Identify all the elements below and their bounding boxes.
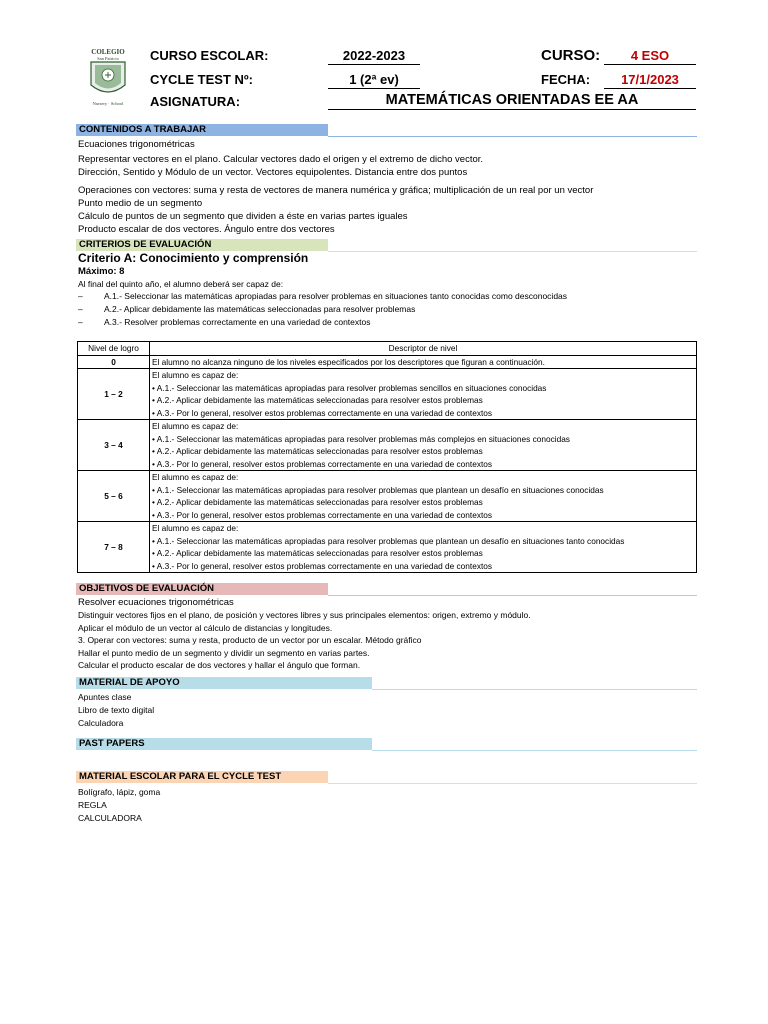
level-cell: 3 – 4 (78, 420, 150, 471)
contenidos-line: Cálculo de puntos de un segmento que dividen a éste en varias partes iguales (78, 211, 408, 222)
objetivo-line: Aplicar el módulo de un vector al cálculo de distancias y longitudes. (78, 623, 333, 633)
contenidos-line: Ecuaciones trigonométricas (78, 139, 195, 150)
descriptor-line: • A.2.- Aplicar debidamente las matemáticas seleccionadas para resolver estos problemas (152, 548, 483, 558)
descriptor-line: • A.2.- Aplicar debidamente las matemáticas seleccionadas para resolver estos problemas (152, 497, 483, 507)
contenidos-rule (328, 136, 697, 137)
criterio-title: Criterio A: Conocimiento y comprensión (78, 251, 309, 265)
descriptor-line: El alumno es capaz de: (152, 523, 239, 533)
objetivos-header: OBJETIVOS DE EVALUACIÓN (76, 583, 328, 595)
descriptor-line: El alumno es capaz de: (152, 472, 239, 482)
descriptor-line: • A.3.- Por lo general, resolver estos problemas correctamente en una variedad de contextos (152, 458, 493, 469)
maximo: Máximo: 8 (78, 266, 125, 277)
material-apoyo-item: Calculadora (78, 718, 124, 728)
svg-text:San Patricio: San Patricio (97, 56, 119, 61)
material-apoyo-rule (372, 689, 697, 690)
table-row (78, 420, 697, 471)
criterio-item: A.2.- Aplicar debidamente las matemáticas seleccionadas para resolver problemas (104, 304, 416, 314)
past-papers-rule (372, 750, 697, 751)
material-apoyo-item: Apuntes clase (78, 692, 132, 702)
descriptor-line: • A.1.- Seleccionar las matemáticas apropiadas para resolver problemas que plantean un desafío en situaciones tanto conocidas (152, 535, 625, 546)
contenidos-line: Producto escalar de dos vectores. Ángulo entre dos vectores (78, 224, 335, 235)
contenidos-line: Operaciones con vectores: suma y resta de vectores de manera numérica y gráfica; multiplicación de un real por un vector (78, 185, 594, 196)
school-logo (75, 47, 141, 109)
descriptor-line: El alumno es capaz de: (152, 370, 239, 380)
curso-value: 4 ESO (604, 48, 696, 65)
table-header-row (78, 342, 697, 356)
level-cell: 0 (78, 355, 150, 369)
criterios-intro: Al final del quinto año, el alumno deberá ser capaz de: (78, 279, 284, 289)
past-papers-header: PAST PAPERS (76, 738, 372, 750)
level-cell: 5 – 6 (78, 471, 150, 522)
col-header-descriptor: Descriptor de nivel (150, 342, 697, 356)
material-apoyo-header: MATERIAL DE APOYO (76, 677, 372, 689)
descriptor-table (77, 341, 697, 573)
descriptor-line: • A.1.- Seleccionar las matemáticas apropiadas para resolver problemas que plantean un desafío en situaciones conocidas (152, 484, 604, 495)
criterios-header: CRITERIOS DE EVALUACIÓN (76, 239, 328, 251)
level-cell: 1 – 2 (78, 369, 150, 420)
cycle-test-value: 1 (2ª ev) (328, 72, 420, 89)
table-row (78, 471, 697, 522)
descriptor-line: El alumno es capaz de: (152, 421, 239, 431)
contenidos-line: Dirección, Sentido y Módulo de un vector. Vectores equipolentes. Distancia entre dos puntos (78, 167, 468, 178)
table-row (78, 355, 697, 369)
fecha-label: FECHA: (541, 72, 591, 87)
criterio-item: A.3.- Resolver problemas correctamente en una variedad de contextos (104, 317, 371, 327)
descriptor-cell (150, 355, 697, 369)
contenidos-line: Punto medio de un segmento (78, 198, 203, 209)
objetivo-line: Resolver ecuaciones trigonométricas (78, 597, 234, 608)
svg-text:COLEGIO: COLEGIO (91, 48, 125, 56)
descriptor-line: • A.1.- Seleccionar las matemáticas apropiadas para resolver problemas más complejos en situaciones conocidas (152, 433, 570, 444)
descriptor-line: • A.3.- Por lo general, resolver estos problemas correctamente en una variedad de contextos (152, 407, 493, 418)
material-escolar-header: MATERIAL ESCOLAR PARA EL CYCLE TEST (76, 771, 328, 783)
contenidos-header: CONTENIDOS A TRABAJAR (76, 124, 328, 136)
descriptor-line: El alumno no alcanza ninguno de los niveles especificados por los descriptores que figuran a continuación. (152, 356, 545, 367)
curso-escolar-label: CURSO ESCOLAR: (150, 48, 269, 63)
asignatura-value: MATEMÁTICAS ORIENTADAS EE AA (328, 92, 696, 110)
dash: – (78, 291, 83, 301)
descriptor-cell (150, 522, 697, 573)
svg-text:Nursery · School: Nursery · School (92, 101, 124, 106)
material-escolar-rule (328, 783, 697, 784)
fecha-value: 17/1/2023 (604, 72, 696, 89)
criterio-item: A.1.- Seleccionar las matemáticas apropiadas para resolver problemas en situaciones tanto conocidas como desconocidas (104, 291, 568, 301)
objetivo-line: Hallar el punto medio de un segmento y dividir un segmento en varias partes. (78, 648, 370, 658)
material-escolar-item: Bolígrafo, lápiz, goma (78, 787, 161, 797)
material-escolar-item: CALCULADORA (78, 813, 142, 823)
descriptor-line: • A.2.- Aplicar debidamente las matemáticas seleccionadas para resolver estos problemas (152, 446, 483, 456)
criterios-rule (328, 251, 697, 252)
descriptor-line: • A.3.- Por lo general, resolver estos problemas correctamente en una variedad de contextos (152, 509, 493, 520)
cycle-test-label: CYCLE TEST Nº: (150, 72, 253, 87)
descriptor-cell (150, 471, 697, 522)
material-apoyo-item: Libro de texto digital (78, 705, 155, 715)
descriptor-line: • A.3.- Por lo general, resolver estos problemas correctamente en una variedad de contextos (152, 560, 493, 571)
objetivo-line: Calcular el producto escalar de dos vectores y hallar el ángulo que forman. (78, 660, 361, 670)
objetivos-rule (328, 595, 697, 596)
descriptor-line: • A.2.- Aplicar debidamente las matemáticas seleccionadas para resolver estos problemas (152, 395, 483, 405)
dash: – (78, 317, 83, 327)
col-header-nivel: Nivel de logro (78, 342, 150, 356)
dash: – (78, 304, 83, 314)
level-cell: 7 – 8 (78, 522, 150, 573)
asignatura-label: ASIGNATURA: (150, 94, 241, 109)
table-row (78, 369, 697, 420)
descriptor-line: • A.1.- Seleccionar las matemáticas apropiadas para resolver problemas sencillos en situaciones conocidas (152, 382, 547, 393)
curso-label: CURSO: (541, 47, 601, 64)
objetivo-line: 3. Operar con vectores: suma y resta, producto de un vector por un escalar. Método gráfico (78, 635, 422, 645)
table-row (78, 522, 697, 573)
descriptor-cell (150, 369, 697, 420)
curso-escolar-value: 2022-2023 (328, 48, 420, 65)
contenidos-line: Representar vectores en el plano. Calcular vectores dado el origen y el extremo de dicho vector. (78, 154, 484, 165)
objetivo-line: Distinguir vectores fijos en el plano, de posición y vectores libres y sus principales elementos: origen, extremo y módulo. (78, 610, 531, 620)
material-escolar-item: REGLA (78, 800, 107, 810)
descriptor-cell (150, 420, 697, 471)
